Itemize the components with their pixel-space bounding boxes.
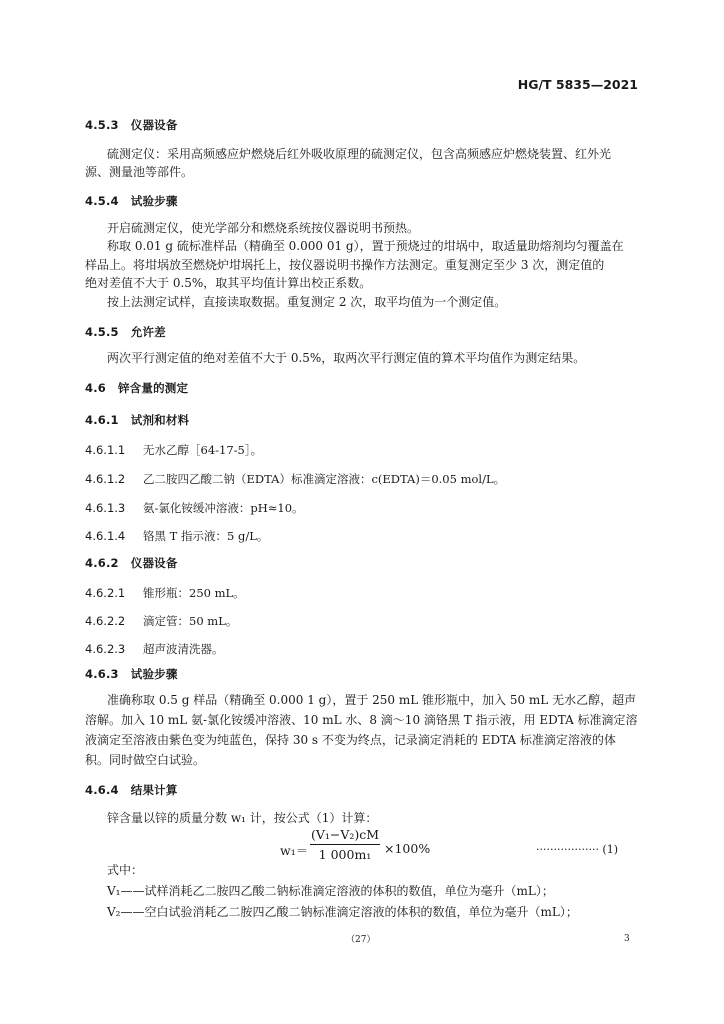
item-number: 4.6.1.2: [85, 472, 126, 486]
section-number: 4.5.4: [85, 194, 119, 208]
section-heading-4-5-3: [85, 117, 178, 133]
section-number: 4.5.3: [85, 118, 119, 132]
item-number: 4.6.1.4: [85, 529, 126, 543]
section-number: 4.6.2: [85, 556, 119, 570]
list-item: [85, 442, 262, 458]
section-title: 结果计算: [130, 783, 178, 797]
formula-fraction: [310, 827, 380, 862]
paragraph-line: 开启硫测定仪，使光学部分和燃烧系统按仪器说明书预热。: [107, 221, 420, 235]
list-item: [85, 585, 245, 601]
section-title: 试验步骤: [130, 667, 178, 681]
section-number: 4.6: [85, 381, 106, 395]
section-heading-4-6-1: [85, 412, 189, 428]
section-title: 试剂和材料: [130, 413, 190, 427]
section-number: 4.6.3: [85, 667, 119, 681]
item-number: 4.6.2.2: [85, 614, 126, 628]
section-heading-4-6-2: [85, 555, 178, 571]
section-title: 仪器设备: [130, 556, 178, 570]
section-title: 试验步骤: [130, 194, 178, 208]
variable-definition: V₂——空白试验消耗乙二胺四乙酸二钠标准滴定溶液的体积的数值，单位为毫升（mL）；: [107, 905, 578, 919]
section-title: 锌含量的测定: [117, 381, 189, 395]
list-item: [85, 613, 237, 629]
item-text: 滴定管：50 mL。: [143, 614, 238, 628]
standard-number: HG/T 5835—2021: [517, 77, 638, 92]
page-number-right: 3: [624, 934, 630, 944]
section-number: 4.5.5: [85, 325, 119, 339]
page-number-center: （27）: [346, 935, 376, 945]
item-text: 无水乙醇［64-17-5］。: [143, 443, 263, 457]
section-heading-4-5-5: [85, 324, 166, 340]
list-item: [85, 528, 268, 544]
list-item: [85, 500, 304, 516]
item-text: 乙二胺四乙酸二钠（EDTA）标准滴定溶液：c(EDTA)＝0.05 mol/L。: [143, 472, 506, 486]
paragraph-line: 两次平行测定值的绝对差值不大于 0.5%，取两次平行测定值的算术平均值作为测定结果。: [107, 351, 586, 365]
paragraph-line: 按上法测定试样，直接读取数据。重复测定 2 次，取平均值为一个测定值。: [107, 295, 507, 309]
section-number: 4.6.4: [85, 783, 119, 797]
section-heading-4-6-3: [85, 666, 178, 682]
section-number: 4.6.1: [85, 413, 119, 427]
item-number: 4.6.1.1: [85, 443, 126, 457]
section-heading-4-6-4: [85, 782, 178, 798]
paragraph-line: 硫测定仪：采用高频感应炉燃烧后红外吸收原理的硫测定仪，包含高频感应炉燃烧装置、红外光: [107, 147, 612, 161]
where-label: 式中：: [107, 863, 144, 877]
paragraph-line: 称取 0.01 g 硫标准样品（精确至 0.000 01 g），置于预烧过的坩埚中，取适量助熔剂均匀覆盖在: [107, 239, 624, 253]
item-text: 锥形瓶：250 mL。: [143, 586, 245, 600]
formula-denominator: 1 000m₁: [318, 847, 372, 862]
item-number: 4.6.2.3: [85, 642, 126, 656]
section-heading-4-5-4: [85, 193, 178, 209]
section-title: 仪器设备: [130, 118, 178, 132]
paragraph-line: 溶解。加入 10 mL 氨-氯化铵缓冲溶液、10 mL 水、8 滴～10 滴铬黑 T 指示液，用 EDTA 标准滴定溶: [85, 713, 638, 727]
section-title: 允许差: [130, 325, 166, 339]
paragraph-line: 积。同时做空白试验。: [85, 753, 206, 767]
paragraph-line: 准确称取 0.5 g 样品（精确至 0.000 1 g），置于 250 mL 锥形瓶中，加入 50 mL 无水乙醇，超声: [107, 693, 637, 707]
item-number: 4.6.1.3: [85, 501, 126, 515]
item-text: 超声波清洗器。: [143, 642, 224, 656]
formula-numerator: (V₁−V₂)cM: [310, 827, 380, 842]
formula-lhs: w₁＝: [280, 843, 309, 858]
formula-label: ·················· (1): [536, 843, 619, 856]
item-text: 氨-氯化铵缓冲溶液：pH≈10。: [143, 501, 304, 515]
paragraph-line: 源、测量池等部件。: [85, 165, 194, 179]
paragraph-line: 样品上。将坩埚放至燃烧炉坩埚托上，按仪器说明书操作方法测定。重复测定至少 3 次，测定值的: [85, 258, 605, 272]
paragraph-line: 绝对差值不大于 0.5%，取其平均值计算出校正系数。: [85, 276, 372, 290]
item-number: 4.6.2.1: [85, 586, 126, 600]
fraction-bar: [310, 844, 380, 845]
list-item: [85, 471, 505, 487]
paragraph-line: 液滴定至溶液由紫色变为纯蓝色，保持 30 s 不变为终点，记录滴定消耗的 EDTA 标准滴定溶液的体: [85, 733, 616, 747]
variable-definition: V₁——试样消耗乙二胺四乙酸二钠标准滴定溶液的体积的数值，单位为毫升（mL）；: [107, 884, 554, 898]
list-item: [85, 641, 224, 657]
section-heading-4-6: [85, 380, 188, 396]
paragraph-line: 锌含量以锌的质量分数 w₁ 计，按公式（1）计算：: [107, 811, 378, 825]
formula-tail: ×100%: [384, 841, 431, 856]
item-text: 铬黑 T 指示液：5 g/L。: [143, 529, 269, 543]
